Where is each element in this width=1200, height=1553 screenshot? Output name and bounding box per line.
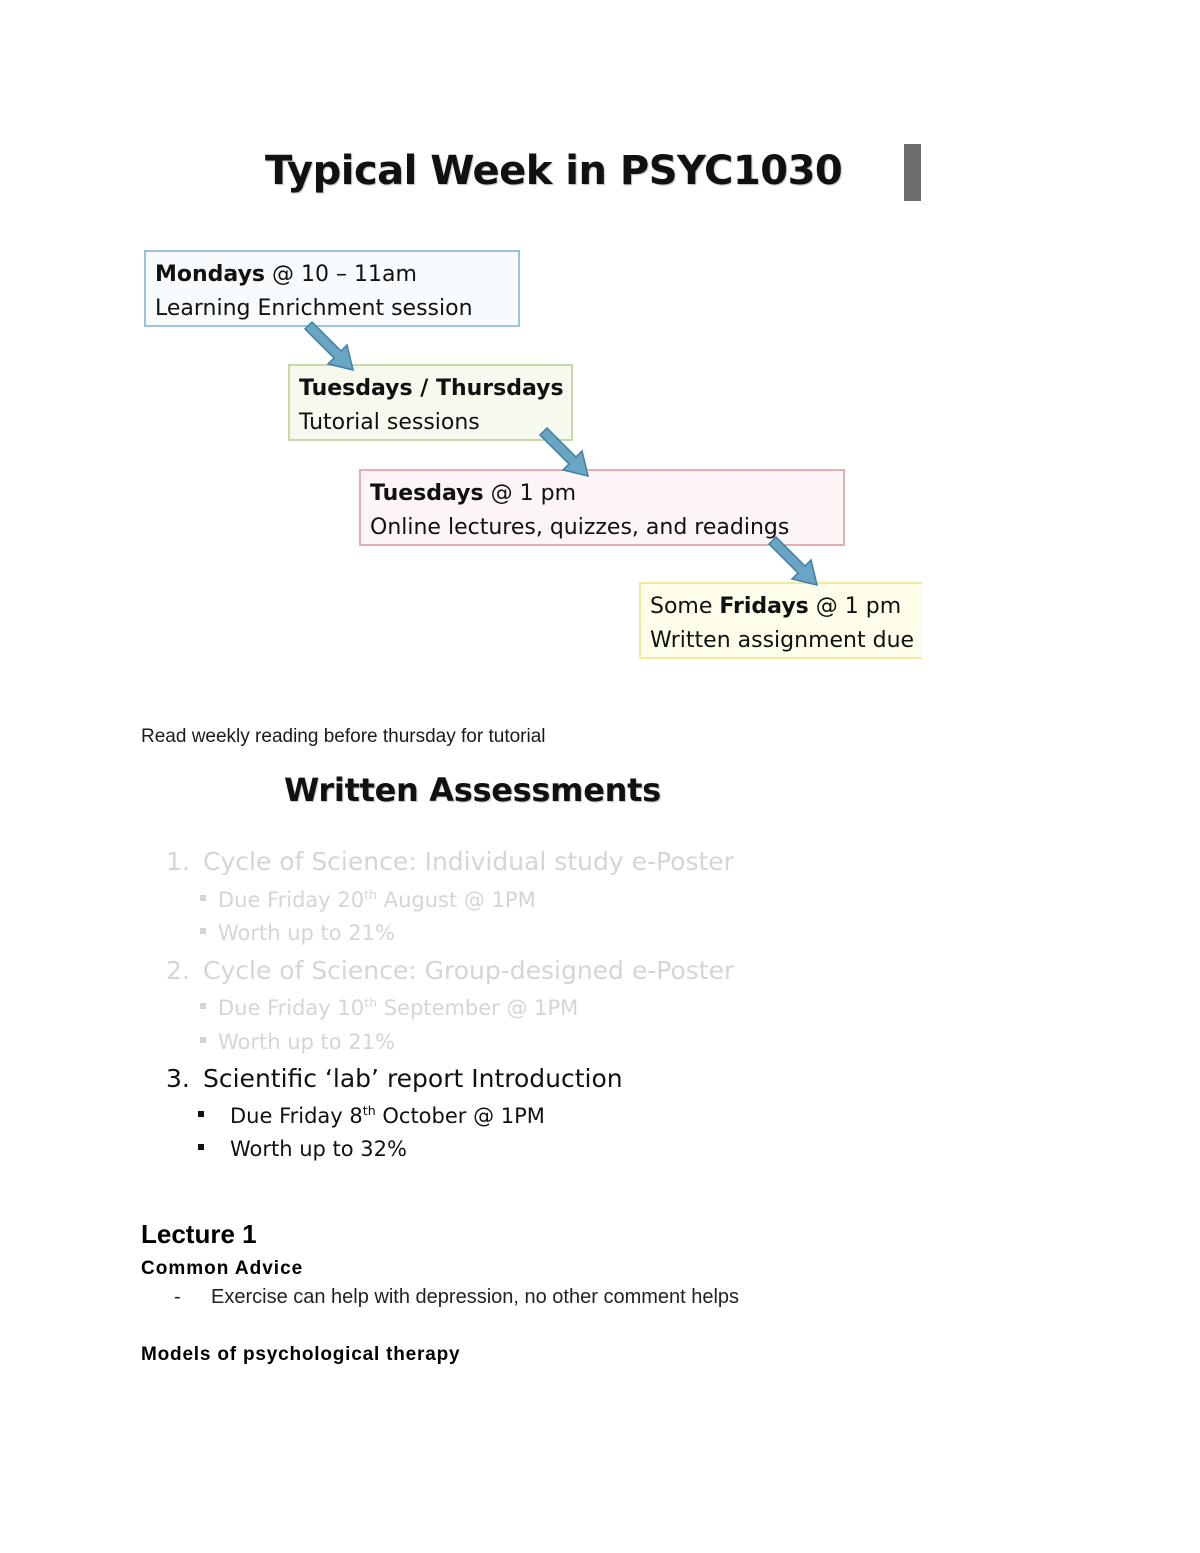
box-day: Fridays <box>719 594 809 619</box>
box-description: Tutorial sessions <box>299 410 480 435</box>
square-bullet-icon <box>200 928 206 934</box>
due-ordinal: th <box>364 887 378 902</box>
assessment-2-due <box>200 995 578 1020</box>
section-common-advice: Common Advice <box>141 1258 304 1279</box>
box-description: Written assignment due <box>650 628 915 653</box>
box-day: Tuesdays <box>370 481 484 506</box>
box-day: Mondays <box>155 262 266 287</box>
assessment-3-worth <box>198 1137 407 1161</box>
square-bullet-icon <box>200 1037 206 1043</box>
assessment-1-due <box>200 887 536 912</box>
due-ordinal: th <box>362 1103 376 1118</box>
list-item-text: Exercise can help with depression, no other comment helps <box>211 1286 740 1308</box>
box-description: Learning Enrichment session <box>155 296 473 321</box>
square-bullet-icon <box>200 895 206 901</box>
slide-edge-bar <box>904 144 921 201</box>
box-description: Online lectures, quizzes, and readings <box>370 515 790 540</box>
box-prefix: Some <box>650 594 720 619</box>
lecture-heading: Lecture 1 <box>141 1219 257 1249</box>
schedule-box-tue-thu <box>288 364 573 441</box>
worth-text: Worth up to 32% <box>230 1137 407 1161</box>
down-right-arrow-icon <box>538 426 590 478</box>
item-number: 2. <box>166 956 190 985</box>
item-title: Cycle of Science: Individual study e-Poster <box>203 847 734 876</box>
box-time: @ 10 – 11am <box>265 262 417 287</box>
assessment-item-2 <box>166 956 734 985</box>
worth-text: Worth up to 21% <box>218 921 395 945</box>
due-ordinal: th <box>364 995 378 1010</box>
item-number: 3. <box>166 1064 190 1093</box>
worth-text: Worth up to 21% <box>218 1030 395 1054</box>
due-rest: October @ 1PM <box>375 1104 545 1128</box>
item-title: Cycle of Science: Group-designed e-Poster <box>203 956 735 985</box>
down-right-arrow-icon <box>303 320 355 372</box>
due-text: Due Friday 8 <box>230 1104 363 1128</box>
assessment-item-1 <box>166 847 734 876</box>
assessment-item-3 <box>166 1064 623 1093</box>
note-weekly-reading: Read weekly reading before thursday for tutorial <box>141 726 546 747</box>
box-time: @ 1 pm <box>483 481 576 506</box>
due-rest: August @ 1PM <box>377 888 536 912</box>
due-text: Due Friday 20 <box>218 888 365 912</box>
box-day: Tuesdays / Thursdays <box>299 376 564 401</box>
square-bullet-icon <box>198 1111 204 1117</box>
assessment-1-worth <box>200 921 395 945</box>
schedule-box-monday <box>144 250 520 327</box>
item-title: Scientific ‘lab’ report Introduction <box>203 1064 623 1093</box>
item-number: 1. <box>166 847 190 876</box>
slide-title-written-assessments: Written Assessments <box>284 771 661 809</box>
assessment-2-worth <box>200 1030 395 1054</box>
down-right-arrow-icon <box>767 535 819 587</box>
assessment-3-due <box>198 1103 545 1128</box>
due-text: Due Friday 10 <box>218 996 365 1020</box>
dash-bullet: - <box>174 1286 181 1308</box>
list-item <box>174 1286 739 1309</box>
due-rest: September @ 1PM <box>377 996 579 1020</box>
square-bullet-icon <box>200 1003 206 1009</box>
section-models-therapy: Models of psychological therapy <box>141 1344 461 1365</box>
slide-title-typical-week: Typical Week in PSYC1030 <box>265 148 843 194</box>
schedule-box-friday <box>639 582 922 659</box>
square-bullet-icon <box>198 1144 204 1150</box>
box-time: @ 1 pm <box>808 594 902 619</box>
